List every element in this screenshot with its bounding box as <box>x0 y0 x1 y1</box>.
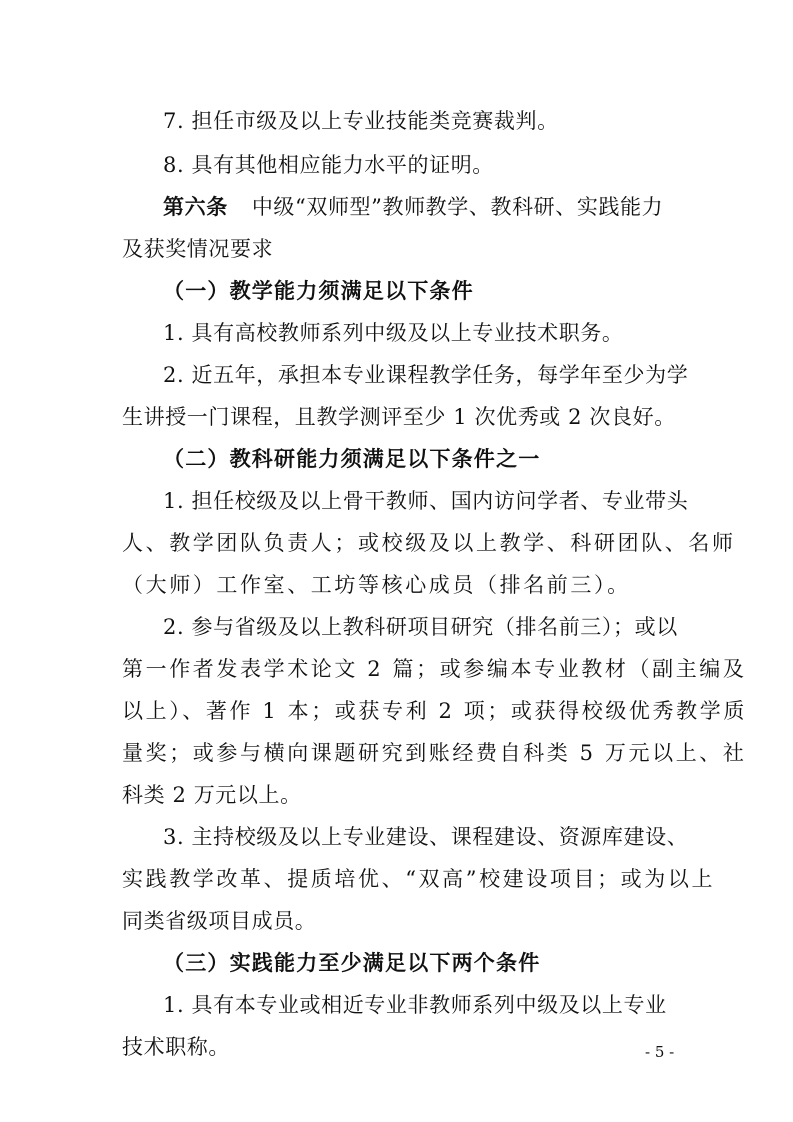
paragraph-line: 量奖；或参与横向课题研究到账经费自科类 5 万元以上、社 <box>122 741 747 765</box>
paragraph-line: 同类省级项目成员。 <box>122 909 317 933</box>
article-title: 中级“双师型”教师教学、教科研、实践能力 <box>251 195 664 219</box>
paragraph-line: 实践教学改革、提质培优、“双高”校建设项目；或为以上 <box>122 867 716 891</box>
article-heading-line <box>163 194 703 220</box>
section-heading: （二）教科研能力须满足以下条件之一 <box>163 447 541 471</box>
paragraph-line: 7. 担任市级及以上专业技能类竞赛裁判。 <box>163 109 559 133</box>
paragraph-line: 1. 担任校级及以上骨干教师、国内访问学者、专业带头 <box>163 489 689 513</box>
paragraph-line: 1. 具有高校教师系列中级及以上专业技术职务。 <box>163 321 624 345</box>
paragraph-line: 第一作者发表学术论文 2 篇；或参编本专业教材（副主编及 <box>122 657 747 681</box>
article-label: 第六条 <box>163 195 228 219</box>
paragraph-line: 2. 近五年，承担本专业课程教学任务，每学年至少为学 <box>163 363 689 387</box>
paragraph-line: 生讲授一门课程，且教学测评至少 1 次优秀或 2 次良好。 <box>122 405 676 429</box>
paragraph-line: 2. 参与省级及以上教科研项目研究（排名前三）；或以 <box>163 615 678 639</box>
paragraph-line: 3. 主持校级及以上专业建设、课程建设、资源库建设、 <box>163 825 689 849</box>
paragraph-line: 技术职称。 <box>122 1035 230 1059</box>
paragraph-line: （大师）工作室、工坊等核心成员（排名前三）。 <box>122 573 631 597</box>
page-number: - 5 - <box>645 1043 675 1061</box>
paragraph-line: 科类 2 万元以上。 <box>122 783 302 807</box>
section-heading: （一）教学能力须满足以下条件 <box>163 279 474 303</box>
paragraph-line: 8. 具有其他相应能力水平的证明。 <box>163 153 494 177</box>
paragraph-line: 1. 具有本专业或相近专业非教师系列中级及以上专业 <box>163 993 667 1017</box>
paragraph-line: 及获奖情况要求 <box>122 237 274 261</box>
section-heading: （三）实践能力至少满足以下两个条件 <box>163 951 541 975</box>
paragraph-line: 人、教学团队负责人；或校级及以上教学、科研团队、名师 <box>122 531 736 555</box>
paragraph-line: 以上）、著作 1 本；或获专利 2 项；或获得校级优秀教学质 <box>122 699 747 723</box>
